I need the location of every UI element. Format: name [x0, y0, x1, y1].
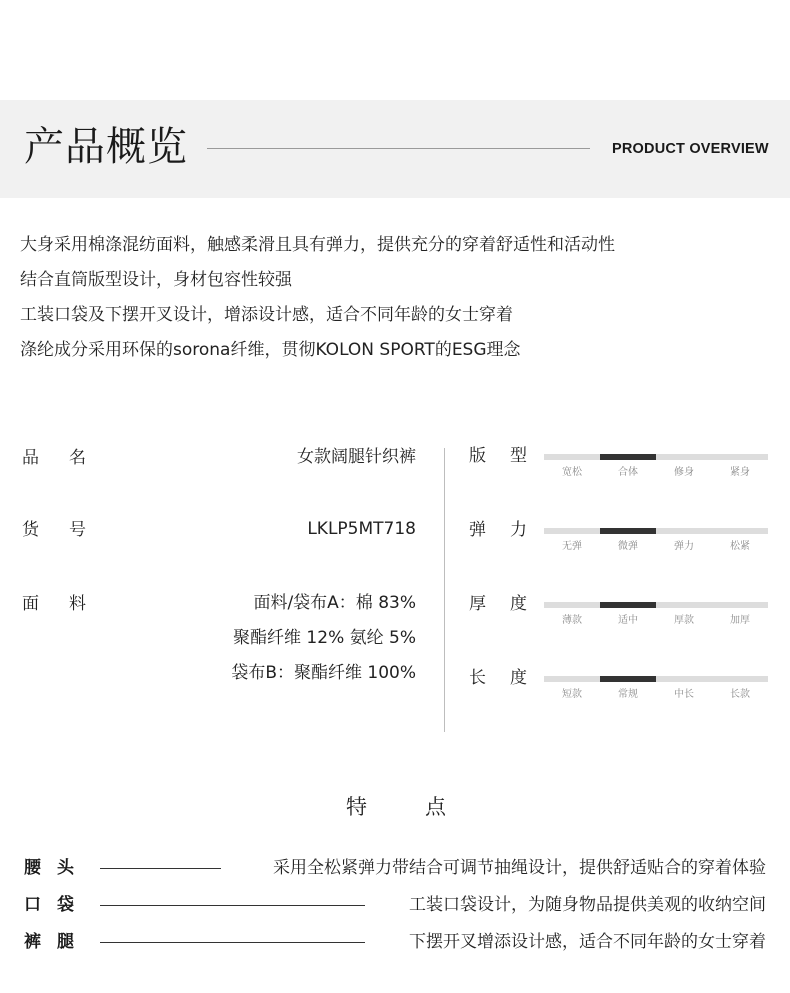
- spec-value-fabric-line: 袋布B：聚酯纤维 100%: [231, 663, 416, 683]
- features-heading-char: 点: [425, 795, 446, 819]
- scale-option: 常规: [618, 689, 638, 700]
- feature-row-pocket: [0, 892, 790, 918]
- spec-value-fabric-line: 聚酯纤维 12% 氨纶 5%: [233, 628, 416, 648]
- feature-name-char: 裤: [24, 932, 41, 952]
- feature-description: 工装口袋设计，为随身物品提供美观的收纳空间: [409, 895, 766, 915]
- spec-label-code: [22, 518, 86, 542]
- scale-option: 松紧: [730, 541, 750, 552]
- scale-label-char: 厚: [469, 594, 486, 614]
- scale-option: 宽松: [562, 467, 582, 478]
- feature-name-char: 腿: [57, 932, 74, 952]
- spec-label-char: 料: [69, 594, 86, 614]
- scale-segment: [656, 676, 712, 682]
- feature-row-leg: [0, 929, 790, 955]
- feature-name: [24, 929, 74, 955]
- section-header: [0, 100, 790, 198]
- feature-leader-line: [100, 868, 221, 869]
- scale-segment: [712, 676, 768, 682]
- scale-segment: [544, 676, 600, 682]
- scale-label-char: 度: [510, 668, 527, 688]
- scale-segment: [544, 454, 600, 460]
- feature-name-char: 头: [57, 858, 74, 878]
- scale-segment: [712, 528, 768, 534]
- feature-description: 采用全松紧弹力带结合可调节抽绳设计，提供舒适贴合的穿着体验: [273, 858, 766, 878]
- spec-value-name: 女款阔腿针织裤: [297, 447, 416, 467]
- scale-bar-fit: [544, 454, 768, 460]
- scale-option: 弹力: [674, 541, 694, 552]
- scale-options-length: [544, 687, 768, 703]
- scale-bar-stretch: [544, 528, 768, 534]
- scale-option: 加厚: [730, 615, 750, 626]
- scale-segment: [712, 454, 768, 460]
- scale-label-char: 型: [510, 446, 527, 466]
- section-title-en: PRODUCT OVERVIEW: [612, 141, 769, 157]
- scale-segment: [600, 528, 656, 534]
- scale-option: 微弹: [618, 541, 638, 552]
- scale-label-char: 力: [510, 520, 527, 540]
- scale-options-thickness: [544, 613, 768, 629]
- spec-label-fabric: [22, 592, 86, 616]
- description-line: 涤纶成分采用环保的sorona纤维，贯彻KOLON SPORT的ESG理念: [20, 340, 521, 360]
- spec-label-char: 面: [22, 594, 39, 614]
- scale-bar-thickness: [544, 602, 768, 608]
- header-divider: [207, 148, 590, 149]
- scale-segment: [656, 602, 712, 608]
- scale-segment: [600, 676, 656, 682]
- feature-name: [24, 892, 74, 918]
- section-title-cn: 产品概览: [24, 124, 188, 170]
- spec-value-fabric-line: 面料/袋布A：棉 83%: [253, 593, 416, 613]
- spec-label-char: 货: [22, 520, 39, 540]
- feature-leader-line: [100, 942, 365, 943]
- scale-segment: [600, 602, 656, 608]
- scale-label-stretch: [469, 518, 527, 542]
- scale-option: 长款: [730, 689, 750, 700]
- feature-name-char: 腰: [24, 858, 41, 878]
- features-heading: [346, 792, 446, 822]
- feature-name: [24, 855, 74, 881]
- scale-options-fit: [544, 465, 768, 481]
- scale-segment: [600, 454, 656, 460]
- spec-divider: [444, 448, 445, 732]
- spec-value-code: LKLP5MT718: [307, 519, 416, 539]
- spec-label-name: [22, 446, 86, 470]
- feature-row-waist: [0, 855, 790, 881]
- description-line: 工装口袋及下摆开叉设计，增添设计感，适合不同年龄的女士穿着: [20, 305, 513, 325]
- scale-option: 厚款: [674, 615, 694, 626]
- scale-label-length: [469, 666, 527, 690]
- scale-label-char: 版: [469, 446, 486, 466]
- spec-label-char: 名: [69, 448, 86, 468]
- description-line: 大身采用棉涤混纺面料，触感柔滑且具有弹力，提供充分的穿着舒适性和活动性: [20, 235, 615, 255]
- scale-option: 薄款: [562, 615, 582, 626]
- spec-label-char: 号: [69, 520, 86, 540]
- feature-description: 下摆开叉增添设计感，适合不同年龄的女士穿着: [409, 932, 766, 952]
- feature-name-char: 袋: [57, 895, 74, 915]
- scale-option: 修身: [674, 467, 694, 478]
- scale-label-thickness: [469, 592, 527, 616]
- scale-label-char: 长: [469, 668, 486, 688]
- scale-option: 紧身: [730, 467, 750, 478]
- scale-option: 无弹: [562, 541, 582, 552]
- scale-segment: [544, 602, 600, 608]
- feature-name-char: 口: [24, 895, 41, 915]
- scale-label-fit: [469, 444, 527, 468]
- scale-segment: [712, 602, 768, 608]
- scale-options-stretch: [544, 539, 768, 555]
- scale-segment: [544, 528, 600, 534]
- scale-option: 合体: [618, 467, 638, 478]
- feature-leader-line: [100, 905, 365, 906]
- description-line: 结合直筒版型设计，身材包容性较强: [20, 270, 292, 290]
- product-description: [20, 228, 780, 368]
- scale-option: 中长: [674, 689, 694, 700]
- scale-segment: [656, 528, 712, 534]
- scale-label-char: 度: [510, 594, 527, 614]
- scale-option: 短款: [562, 689, 582, 700]
- scale-label-char: 弹: [469, 520, 486, 540]
- scale-bar-length: [544, 676, 768, 682]
- scale-segment: [656, 454, 712, 460]
- features-heading-char: 特: [346, 795, 367, 819]
- spec-label-char: 品: [22, 448, 39, 468]
- scale-option: 适中: [618, 615, 638, 626]
